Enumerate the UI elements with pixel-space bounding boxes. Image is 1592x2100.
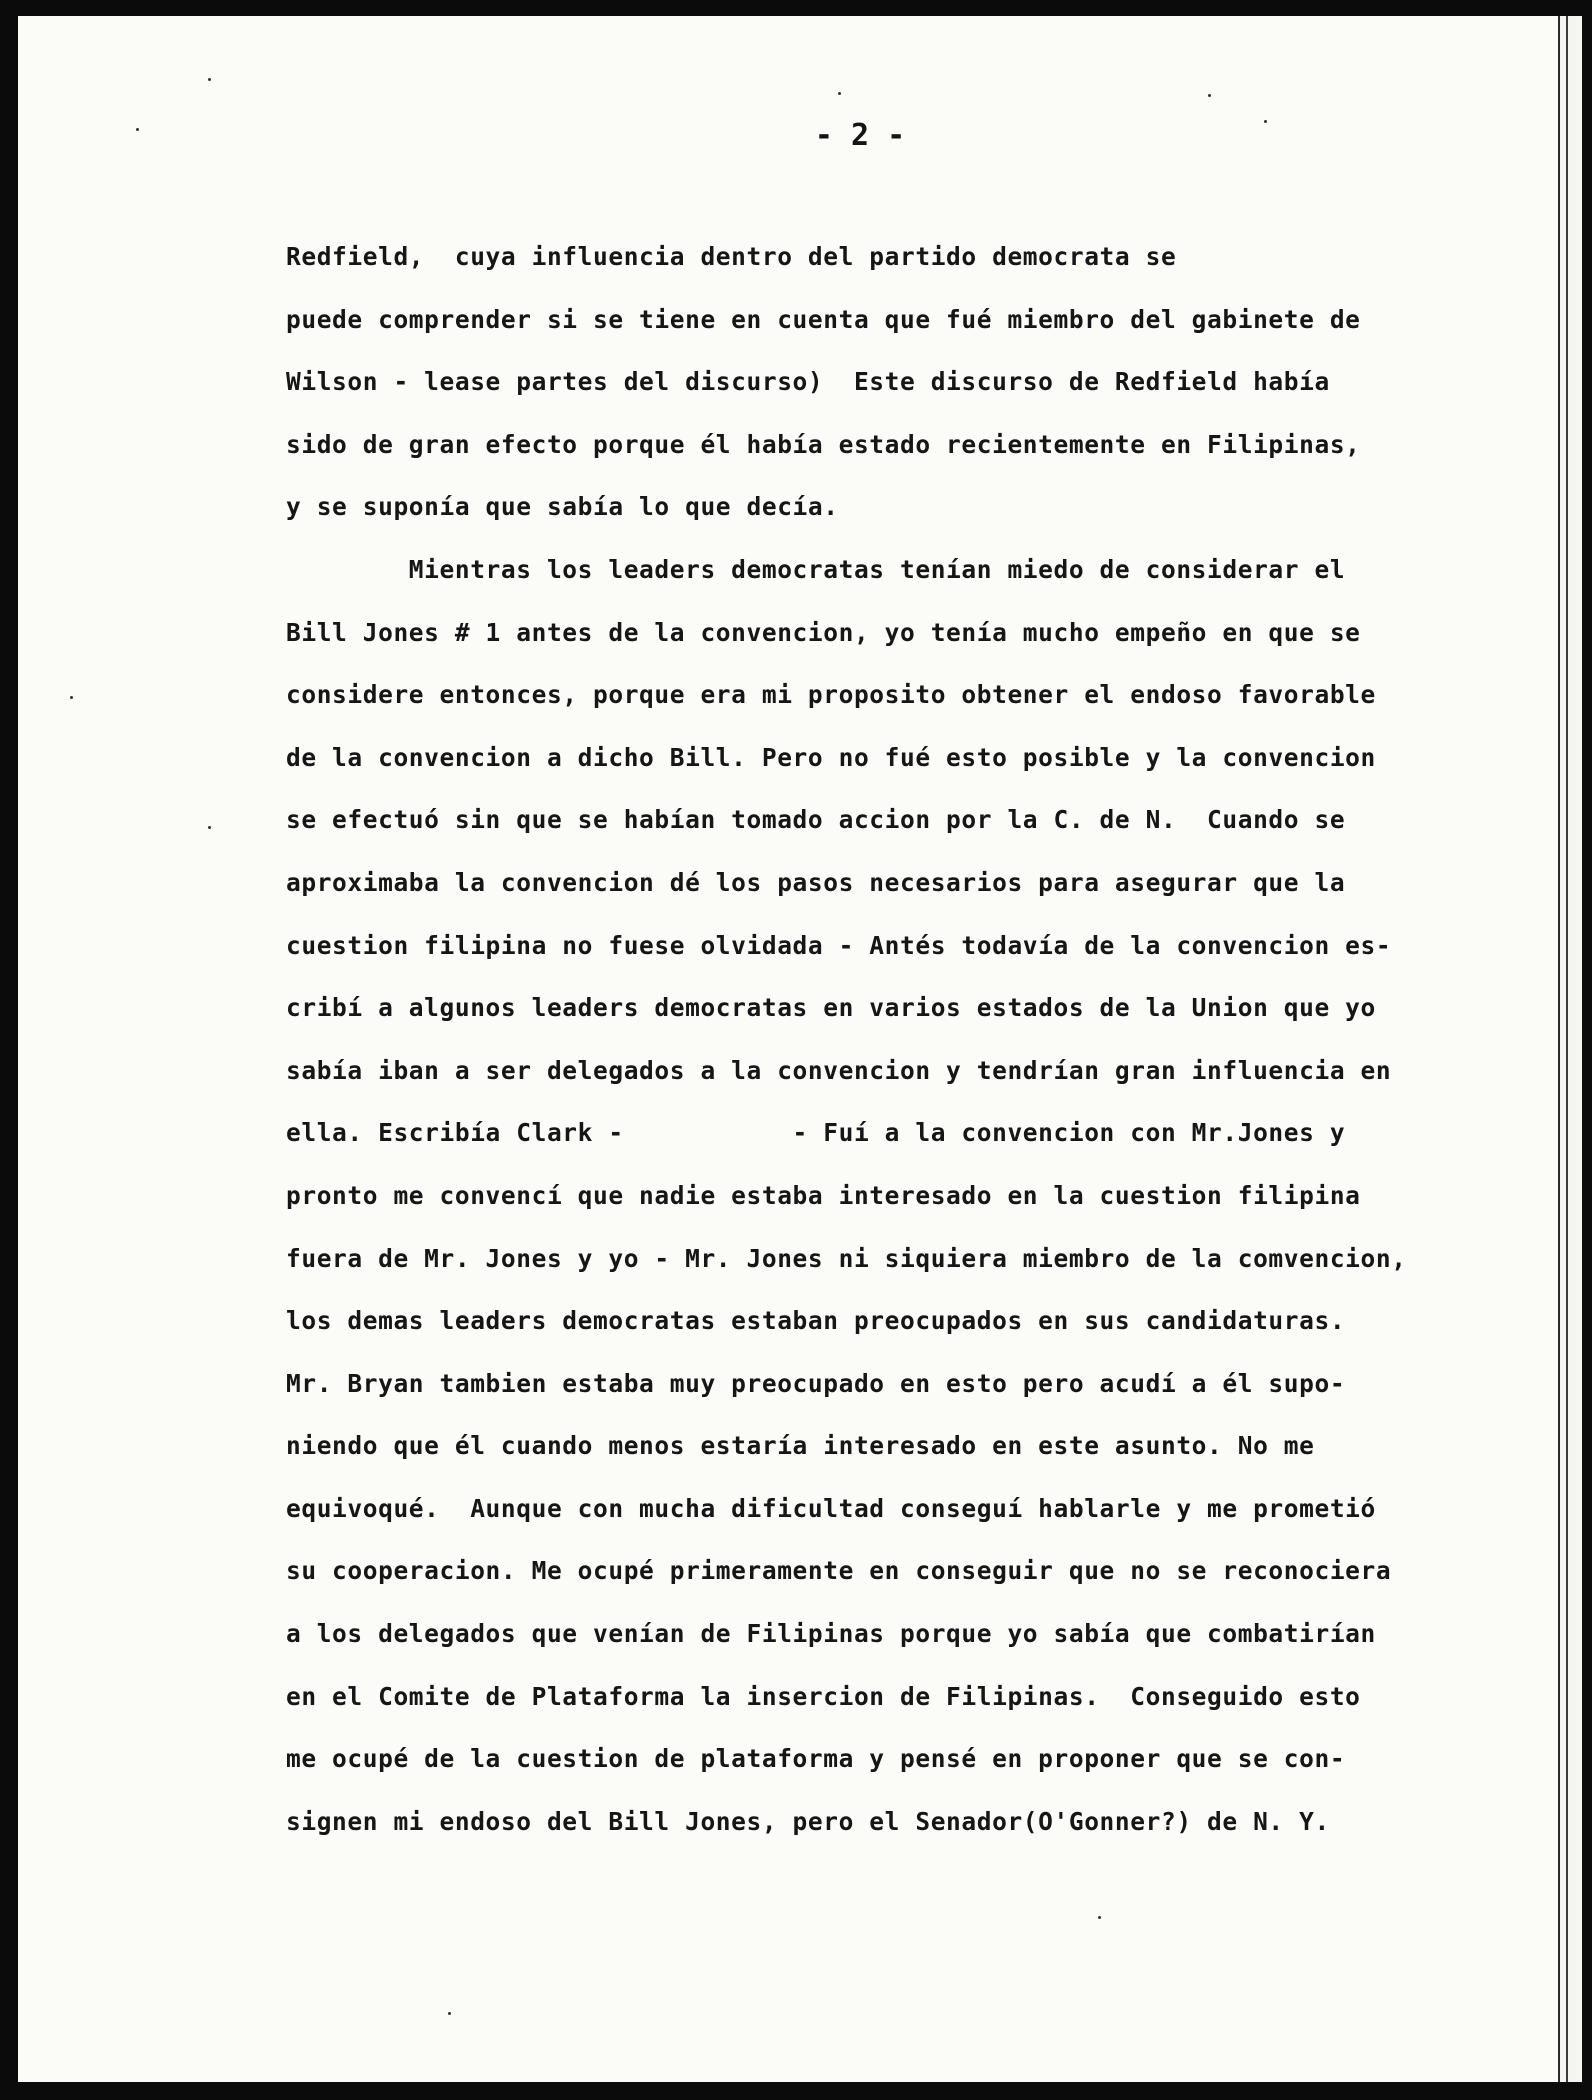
text-line: de la convencion a dicho Bill. Pero no fué esto posible y la convencion xyxy=(286,742,1376,772)
text-line: puede comprender si se tiene en cuenta que fué miembro del gabinete de xyxy=(286,304,1361,334)
text-line: considere entonces, porque era mi proposito obtener el endoso favorable xyxy=(286,680,1376,710)
text-line: Redfield, cuya influencia dentro del partido democrata se xyxy=(286,242,1177,271)
scan-speck xyxy=(1098,1916,1101,1919)
text-line: cuestion filipina no fuese olvidada - Antés todavía de la convencion es- xyxy=(286,930,1392,960)
scan-speck xyxy=(208,826,211,829)
text-line: Mientras los leaders democratas tenían miedo de considerar el xyxy=(286,554,1346,584)
text-line: cribí a algunos leaders democratas en varios estados de la Union que yo xyxy=(286,993,1376,1023)
page-edge xyxy=(1558,16,1582,2082)
scan-speck xyxy=(838,92,841,95)
text-line: Wilson - lease partes del discurso) Este discurso de Redfield había xyxy=(286,367,1330,397)
text-line: y se suponía que sabía lo que decía. xyxy=(286,492,839,522)
text-line: equivoqué. Aunque con mucha dificultad conseguí hablarle y me prometió xyxy=(286,1493,1376,1523)
page-number: - 2 - xyxy=(814,118,906,153)
scan-speck xyxy=(1208,94,1211,97)
scan-speck xyxy=(208,78,211,81)
text-line: pronto me convencí que nadie estaba interesado en la cuestion filipina xyxy=(286,1180,1361,1210)
text-line: Bill Jones # 1 antes de la convencion, yo tenía mucho empeño en que se xyxy=(286,617,1361,647)
text-line: niendo que él cuando menos estaría interesado en este asunto. No me xyxy=(286,1431,1315,1461)
scan-speck xyxy=(448,2012,451,2015)
scan-speck xyxy=(70,696,73,699)
document-body xyxy=(286,226,1456,1853)
text-line: fuera de Mr. Jones y yo - Mr. Jones ni siquiera miembro de la comvencion, xyxy=(286,1243,1407,1273)
text-line: ella. Escribía Clark - - Fuí a la convencion con Mr.Jones y xyxy=(286,1118,1346,1148)
text-line: a los delegados que venían de Filipinas porque yo sabía que combatirían xyxy=(286,1619,1376,1649)
text-line: los demas leaders democratas estaban preocupados en sus candidaturas. xyxy=(286,1306,1346,1336)
text-line: su cooperacion. Me ocupé primeramente en conseguir que no se reconociera xyxy=(286,1556,1392,1586)
text-line: Mr. Bryan tambien estaba muy preocupado en esto pero acudí a él supo- xyxy=(286,1368,1346,1398)
text-line: signen mi endoso del Bill Jones, pero el Senador(O'Gonner?) de N. Y. xyxy=(286,1806,1330,1836)
text-line: aproximaba la convencion dé los pasos necesarios para asegurar que la xyxy=(286,867,1346,897)
text-line: se efectuó sin que se habían tomado accion por la C. de N. Cuando se xyxy=(286,805,1346,835)
text-line: en el Comite de Plataforma la insercion de Filipinas. Conseguido esto xyxy=(286,1681,1361,1711)
text-line: sabía iban a ser delegados a la convencion y tendrían gran influencia en xyxy=(286,1055,1392,1085)
text-line: me ocupé de la cuestion de plataforma y pensé en proponer que se con- xyxy=(286,1744,1346,1774)
text-line: sido de gran efecto porque él había estado recientemente en Filipinas, xyxy=(286,429,1361,459)
